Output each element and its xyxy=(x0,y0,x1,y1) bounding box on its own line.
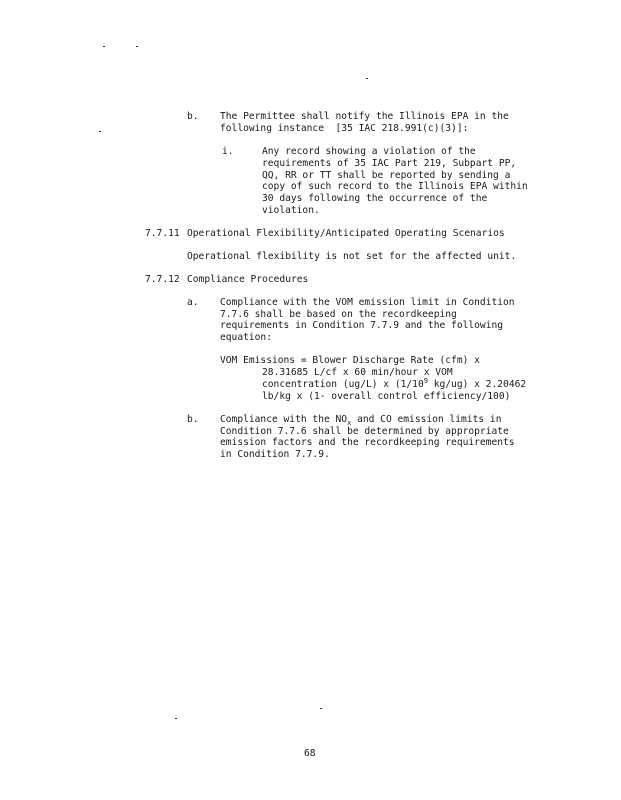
section-body-7-7-11: Operational flexibility is not set for the affected unit. xyxy=(187,251,517,262)
subsection-b-line: following instance [35 IAC 218.991(c)(3)]: xyxy=(220,123,469,134)
equation-line-3-text: concentration (ug/L) x (1/10 xyxy=(262,379,424,390)
subsection-b-marker: b. xyxy=(187,111,199,122)
scan-speck xyxy=(99,131,101,132)
section-number-7-7-12: 7.7.12 xyxy=(145,274,180,285)
item-a-line: Compliance with the VOM emission limit in Condition xyxy=(220,297,515,308)
item-a-line: equation: xyxy=(220,332,272,343)
item-i-line: Any record showing a violation of the xyxy=(262,146,476,157)
equation-line-1: VOM Emissions = Blower Discharge Rate (cfm) x xyxy=(220,355,480,366)
equation-line-2: 28.31685 L/cf x 60 min/hour x VOM xyxy=(262,367,453,378)
scan-speck xyxy=(136,46,138,47)
item-b-line-1-text: Compliance with the NO xyxy=(220,414,348,425)
item-i-line: QQ, RR or TT shall be reported by sending a xyxy=(262,170,511,181)
item-b-line: Condition 7.7.6 shall be determined by appropriate xyxy=(220,426,509,437)
section-number-7-7-11: 7.7.11 xyxy=(145,228,180,239)
section-heading-7-7-12: Compliance Procedures xyxy=(187,274,309,285)
scan-speck xyxy=(320,708,322,709)
item-i-line: requirements of 35 IAC Part 219, Subpart PP, xyxy=(262,158,517,169)
scan-speck xyxy=(175,718,177,719)
item-i-line: violation. xyxy=(262,205,320,216)
item-b-line: emission factors and the recordkeeping requirements xyxy=(220,437,515,448)
item-i-line: copy of such record to the Illinois EPA within xyxy=(262,181,528,192)
subsection-b-line: The Permittee shall notify the Illinois EPA in the xyxy=(220,111,509,122)
page-number: 68 xyxy=(304,748,316,759)
section-heading-7-7-11: Operational Flexibility/Anticipated Operating Scenarios xyxy=(187,228,505,239)
scan-speck xyxy=(103,46,105,47)
item-b-marker: b. xyxy=(187,414,199,425)
item-i-marker: i. xyxy=(222,146,234,157)
exponent: 9 xyxy=(423,376,428,385)
item-a-line: requirements in Condition 7.7.9 and the following xyxy=(220,320,504,331)
item-i-line: 30 days following the occurrence of the xyxy=(262,193,488,204)
item-b-line-1 xyxy=(220,414,501,426)
subscript: x xyxy=(347,418,352,427)
item-b-line-1-text: and CO emission limits in xyxy=(351,414,502,425)
equation-line-3 xyxy=(262,376,527,391)
scan-speck xyxy=(366,78,368,79)
item-b-line: in Condition 7.7.9. xyxy=(220,449,330,460)
item-a-marker: a. xyxy=(187,297,199,308)
item-a-line: 7.7.6 shall be based on the recordkeeping xyxy=(220,309,457,320)
equation-line-4: lb/kg x (1- overall control efficiency/100) xyxy=(262,391,511,402)
equation-line-3-text: kg/ug) x 2.20462 xyxy=(427,379,527,390)
